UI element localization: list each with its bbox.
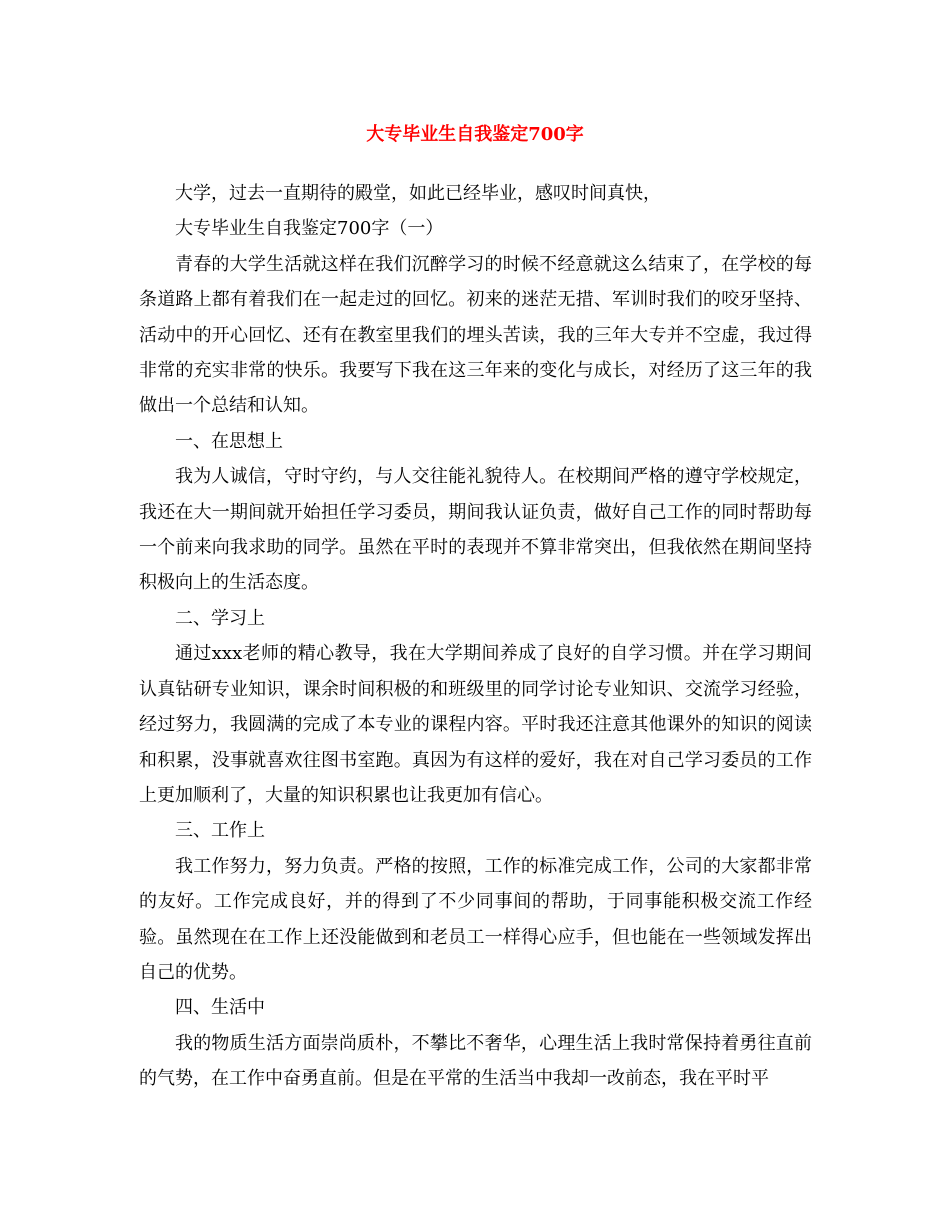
paragraph-study: 通过xxx老师的精心教导，我在大学期间养成了良好的自学习惯。并在学习期间认真钻研专业知识，课余时间积极的和班级里的同学讨论专业知识、交流学习经验，经过努力，我圆满的完成了本专业的课程内容。平时我还注意其他课外的知识的阅读和积累，没事就喜欢往图书室跑。真因为有这样的爱好，我在对自己学习委员的工作上更加顺利了，大量的知识积累也让我更加有信心。 xyxy=(139,643,812,806)
paragraph-overview: 青春的大学生活就这样在我们沉醉学习的时候不经意就这么结束了，在学校的每条道路上都有着我们在一起走过的回忆。初来的迷茫无措、军训时我们的咬牙坚持、活动中的开心回忆、还有在教室里我们的埋头苦读，我的三年大专并不空虚，我过得非常的充实非常的快乐。我要写下我在这三年来的变化与成长，对经历了这三年的我做出一个总结和认知。 xyxy=(139,253,812,417)
paragraph-intro: 大学，过去一直期待的殿堂，如此已经毕业，感叹时间真快， xyxy=(175,183,661,204)
document-title: 大专毕业生自我鉴定700字 xyxy=(366,124,584,145)
paragraph-subtitle: 大专毕业生自我鉴定700字（一） xyxy=(175,218,444,240)
section-heading-study: 二、学习上 xyxy=(175,607,265,629)
section-heading-life: 四、生活中 xyxy=(175,997,265,1019)
section-heading-work: 三、工作上 xyxy=(175,820,265,842)
section-heading-thought: 一、在思想上 xyxy=(175,430,283,452)
paragraph-life: 我的物质生活方面崇尚质朴，不攀比不奢华，心理生活上我时常保持着勇往直前的气势，在工作中奋勇直前。但是在平常的生活当中我却一改前态，我在平时平 xyxy=(139,1032,812,1090)
document-body xyxy=(139,176,812,1097)
paragraph-work: 我工作努力，努力负责。严格的按照，工作的标准完成工作，公司的大家都非常的友好。工作完成良好，并的得到了不少同事间的帮助，于同事能积极交流工作经验。虽然现在在工作上还没能做到和老员工一样得心应手，但也能在一些领域发挥出自己的优势。 xyxy=(139,855,812,983)
paragraph-thought: 我为人诚信，守时守约，与人交往能礼貌待人。在校期间严格的遵守学校规定，我还在大一期间就开始担任学习委员，期间我认证负责，做好自己工作的同时帮助每一个前来向我求助的同学。虽然在平时的表现并不算非常突出，但我依然在期间坚持积极向上的生活态度。 xyxy=(139,466,812,594)
